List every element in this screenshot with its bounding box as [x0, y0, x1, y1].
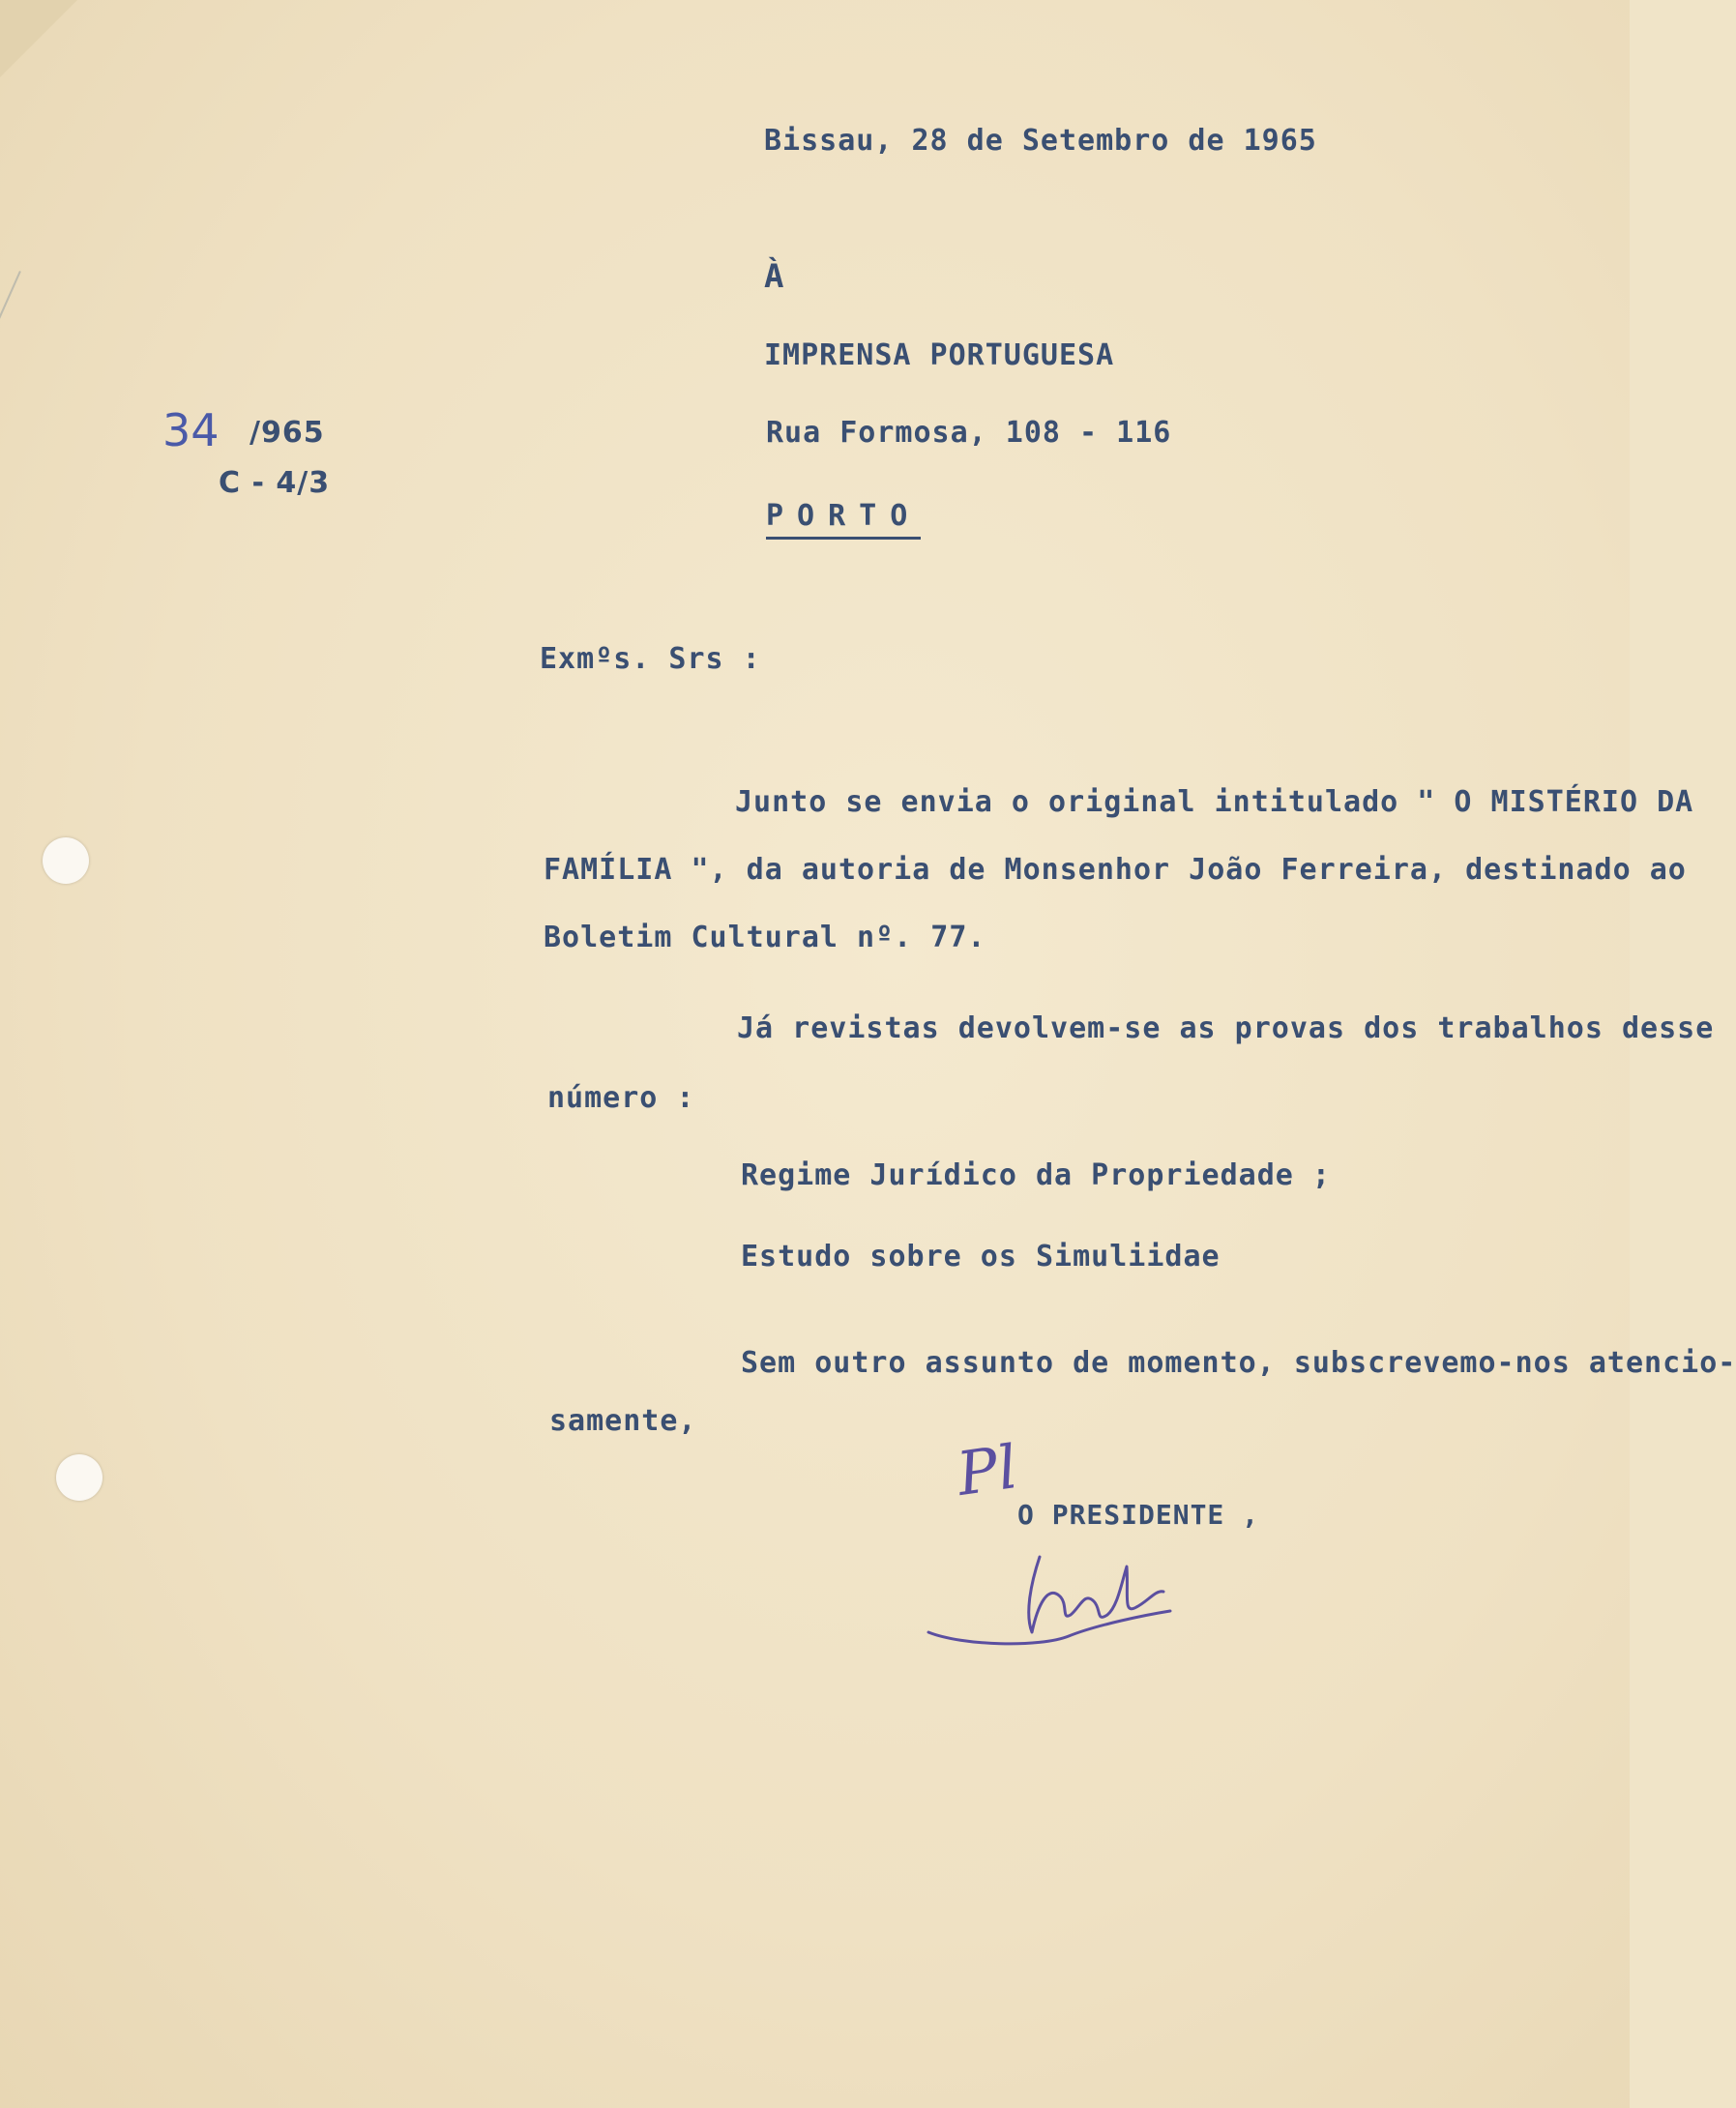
body-line: Sem outro assunto de momento, subscrevemo-nos atencio- [741, 1346, 1736, 1380]
folded-corner [0, 0, 77, 77]
body-line: Já revistas devolvem-se as provas dos trabalhos desse [737, 1011, 1715, 1045]
list-item: Estudo sobre os Simuliidae [741, 1240, 1221, 1274]
closing-title: O PRESIDENTE , [1017, 1499, 1260, 1531]
addressee-prefix: À [764, 257, 785, 296]
salutation: Exmºs. Srs : [540, 642, 761, 676]
handwritten-initials: Pl [953, 1431, 1022, 1509]
body-line: número : [547, 1081, 695, 1115]
body-line: samente, [549, 1404, 697, 1438]
date-line: Bissau, 28 de Setembro de 1965 [764, 124, 1317, 158]
addressee-name: IMPRENSA PORTUGUESA [764, 338, 1115, 372]
addressee-street: Rua Formosa, 108 - 116 [766, 416, 1172, 450]
body-line: Boletim Cultural nº. 77. [544, 921, 986, 954]
signature [924, 1547, 1214, 1654]
punch-hole-bottom [56, 1454, 103, 1501]
punch-hole-top [43, 837, 89, 884]
reference-code: C - 4/3 [219, 466, 331, 500]
handwritten-reference-number: 34 [162, 404, 220, 456]
addressee-city: PORTO [766, 499, 921, 540]
body-line: FAMÍLIA ", da autoria de Monsenhor João Ferreira, destinado ao [544, 853, 1687, 887]
list-item: Regime Jurídico da Propriedade ; [741, 1158, 1331, 1192]
margin-pencil-line [0, 271, 21, 590]
body-line: Junto se envia o original intitulado " O MISTÉRIO DA [735, 785, 1694, 819]
reference-year: /965 [250, 416, 325, 450]
